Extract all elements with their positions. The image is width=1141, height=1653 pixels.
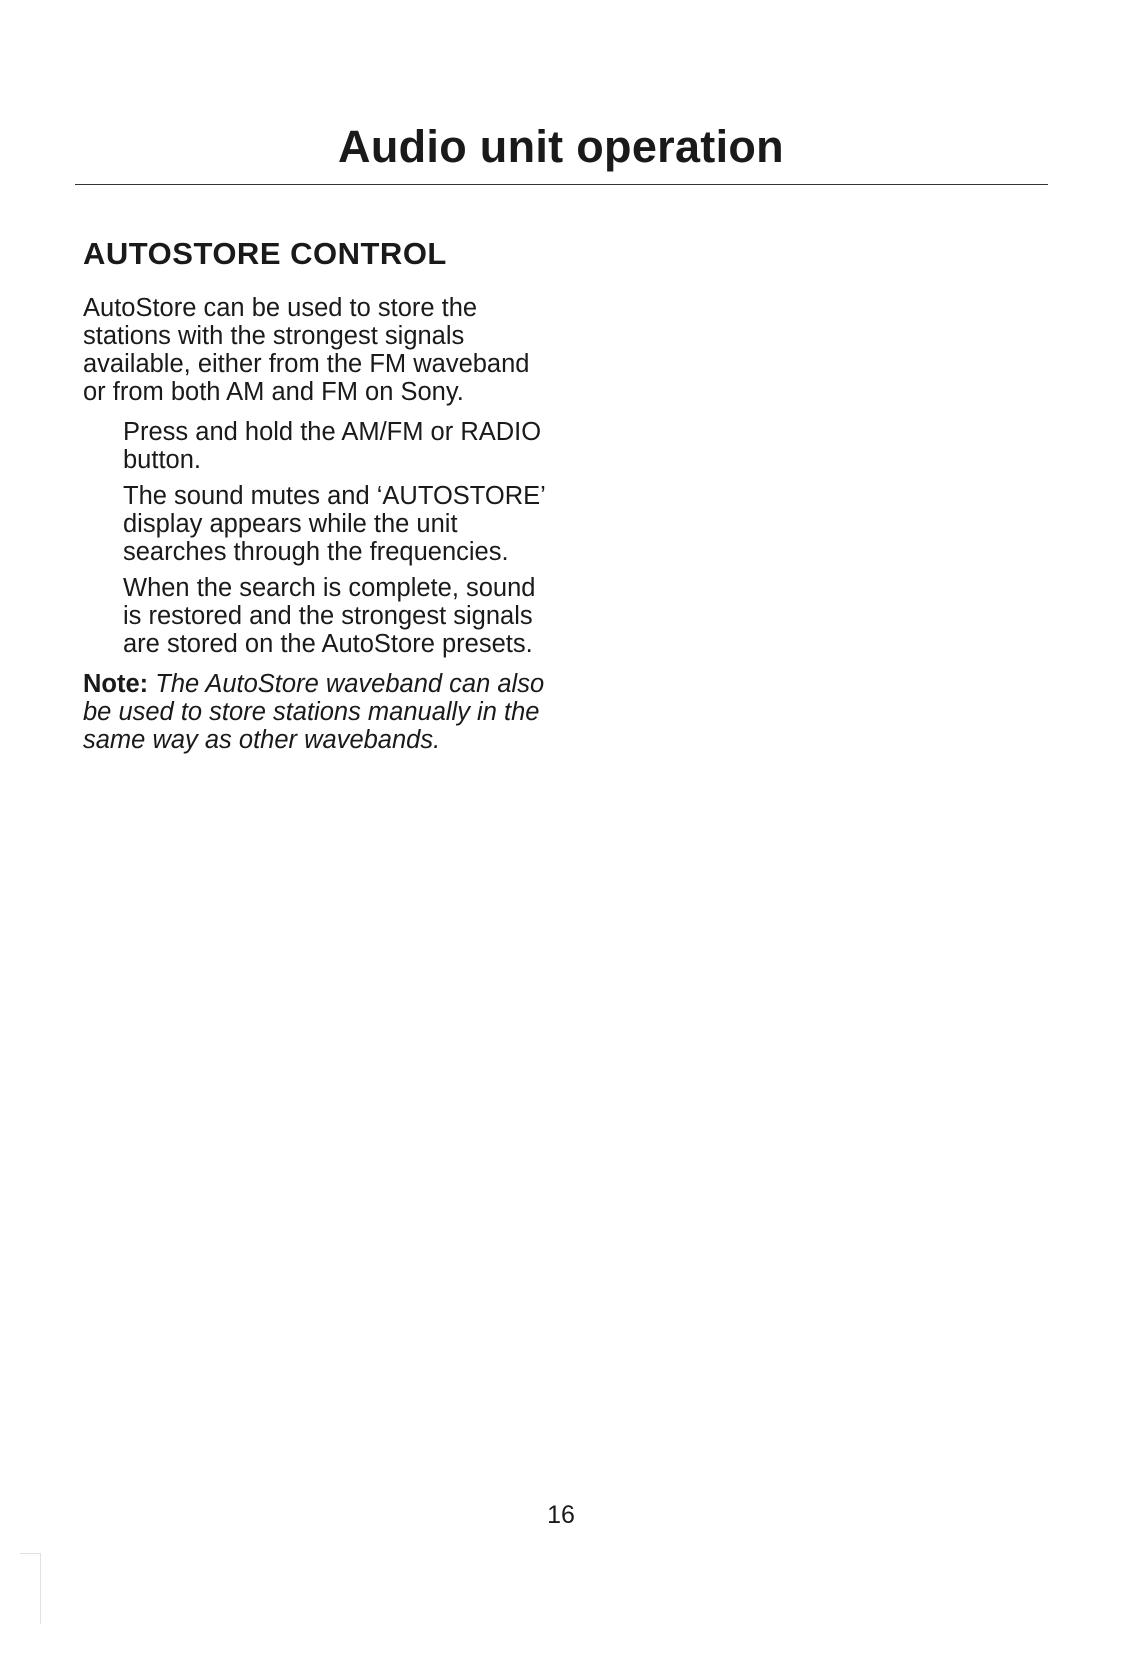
crop-mark (20, 1553, 41, 1624)
note-label: Note: (83, 670, 149, 698)
note-text: The AutoStore waveband can also be used to store stations manually in the same way as other wavebands. (83, 670, 545, 754)
section-body (83, 294, 553, 754)
page-number: 16 (547, 1501, 575, 1529)
title-divider (75, 184, 1048, 185)
note-paragraph (83, 670, 553, 754)
step-3: When the search is complete, sound is restored and the strongest signals are stored on the AutoStore presets. (123, 574, 536, 658)
section-heading: AUTOSTORE CONTROL (83, 236, 447, 271)
step-2: The sound mutes and ‘AUTOSTORE’ display appears while the unit searches through the frequencies. (123, 482, 545, 566)
step-1: Press and hold the AM/FM or RADIO button. (123, 418, 542, 474)
intro-paragraph: AutoStore can be used to store the stations with the strongest signals available, either from the FM waveband or from both AM and FM on Sony. (83, 294, 530, 406)
page-title: Audio unit operation (338, 121, 784, 172)
